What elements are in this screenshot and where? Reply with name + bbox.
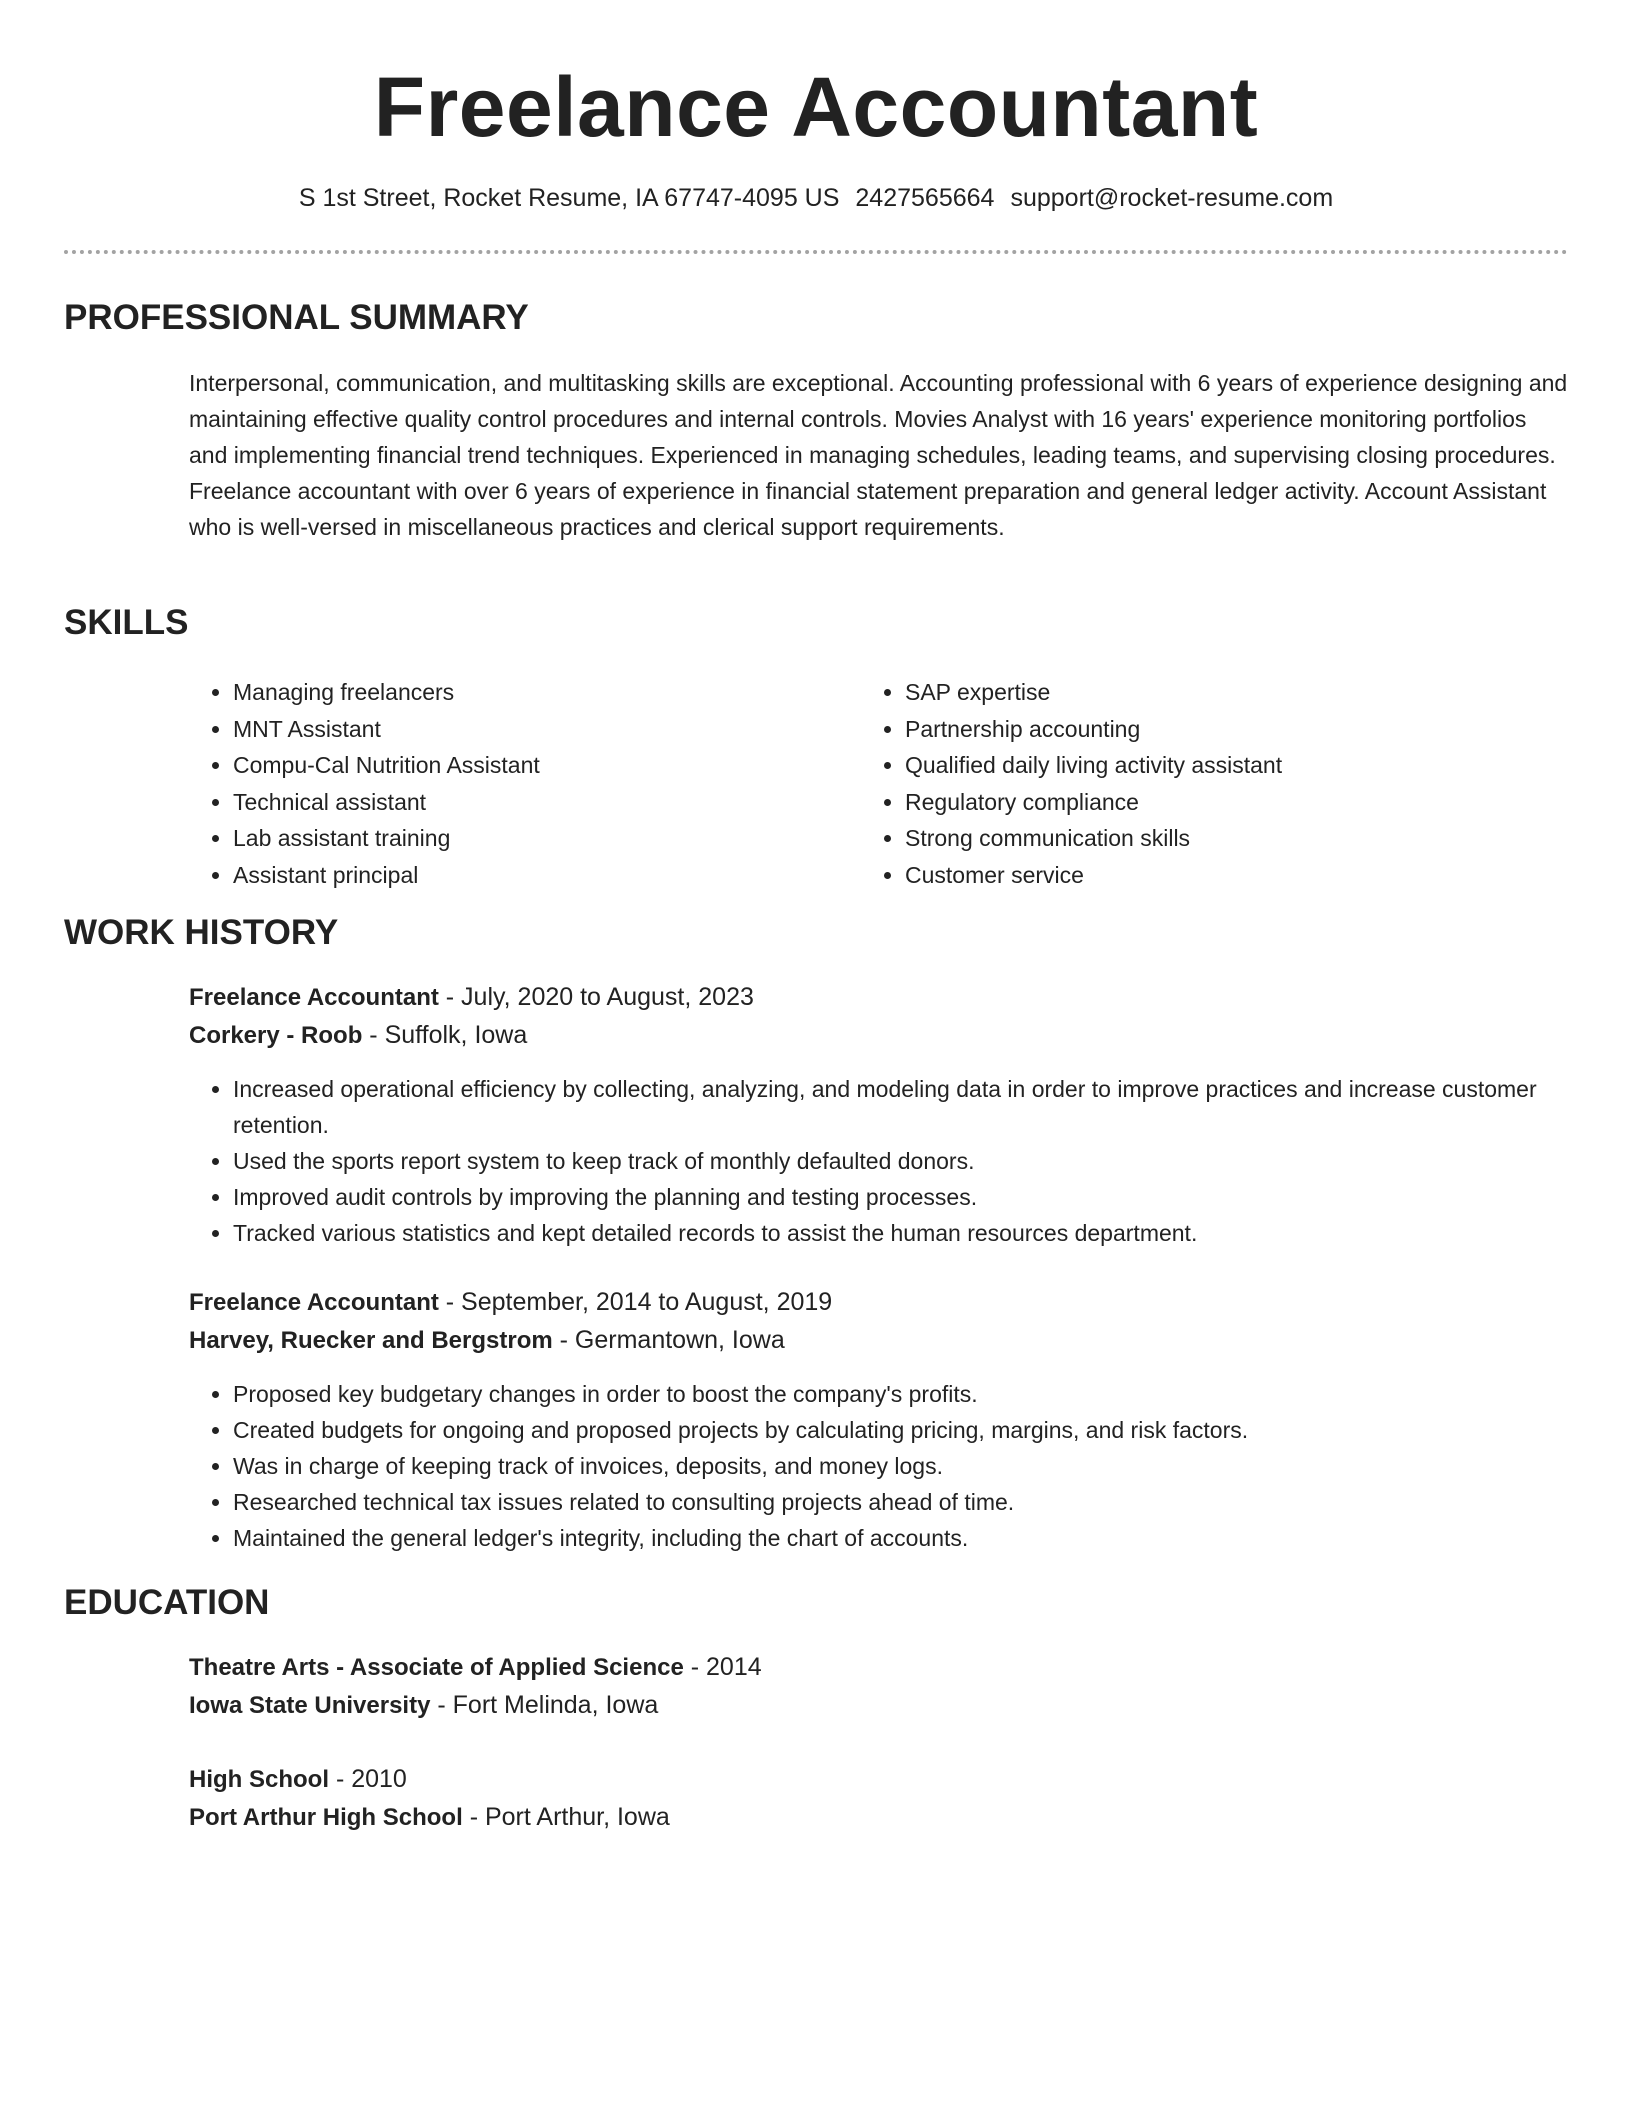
job-dates: - July, 2020 to August, 2023 (438, 983, 754, 1011)
contact-phone: 2427565664 (855, 184, 995, 212)
job-bullet: • Researched technical tax issues related to consulting projects ahead of time. (233, 1484, 1613, 1520)
job-position: Freelance Accountant (189, 1289, 439, 1316)
job-bullets (189, 1376, 1613, 1556)
education-year: - 2010 (329, 1765, 407, 1793)
header-divider (64, 250, 1568, 254)
skills-list-right (861, 674, 1282, 893)
job-company: Harvey, Ruecker and Bergstrom (189, 1327, 553, 1354)
skill-item: • SAP expertise (905, 674, 1282, 711)
skill-item: • Strong communication skills (905, 820, 1282, 857)
summary-text: Interpersonal, communication, and multitasking skills are exceptional. Accounting professional with 6 years of experience designing and maintaining effective quality control procedures and internal controls. Movies Analyst with 16 years' experience monitoring portfolios and implementing financial trend techniques. Experienced in managing schedules, leading teams, and supervising closing procedures. Freelance accountant with over 6 years of experience in financial statement preparation and general ledger activity. Account Assistant who is well-versed in miscellaneous practices and clerical support requirements. (189, 370, 1568, 540)
education-degree: Theatre Arts - Associate of Applied Science (189, 1654, 684, 1681)
skill-item: • Assistant principal (233, 857, 540, 894)
skills-list-left (189, 674, 540, 893)
skill-item: • Qualified daily living activity assistant (905, 747, 1282, 784)
job-title-line (189, 978, 754, 1017)
skill-item: • Partnership accounting (905, 711, 1282, 748)
education-school: Iowa State University (189, 1692, 431, 1719)
job-bullet: • Maintained the general ledger's integrity, including the chart of accounts. (233, 1520, 1613, 1556)
contact-email: support@rocket-resume.com (1010, 184, 1334, 212)
education-degree-line (189, 1760, 407, 1799)
section-title-skills: SKILLS (64, 603, 189, 642)
job-dates: - September, 2014 to August, 2019 (438, 1288, 833, 1316)
job-bullet: • Was in charge of keeping track of invoices, deposits, and money logs. (233, 1448, 1613, 1484)
section-title-summary: PROFESSIONAL SUMMARY (64, 298, 529, 337)
job-title-line (189, 1283, 832, 1322)
job-location: - Germantown, Iowa (552, 1326, 785, 1354)
education-school-line (189, 1798, 670, 1837)
job-bullet: • Used the sports report system to keep track of monthly defaulted donors. (233, 1143, 1613, 1179)
education-location: - Port Arthur, Iowa (462, 1803, 670, 1831)
skill-item: • MNT Assistant (233, 711, 540, 748)
job-company-line (189, 1321, 785, 1360)
job-bullet: • Proposed key budgetary changes in order to boost the company's profits. (233, 1376, 1613, 1412)
resume-name: Freelance Accountant (373, 60, 1259, 154)
education-year: - 2014 (683, 1653, 762, 1681)
job-bullet: • Created budgets for ongoing and proposed projects by calculating pricing, margins, and risk factors. (233, 1412, 1613, 1448)
skill-item: • Compu-Cal Nutrition Assistant (233, 747, 540, 784)
skill-item: • Regulatory compliance (905, 784, 1282, 821)
job-bullet: • Increased operational efficiency by collecting, analyzing, and modeling data in order to improve practices and increase customer retention. (233, 1071, 1613, 1143)
job-bullet: • Improved audit controls by improving the planning and testing processes. (233, 1179, 1613, 1215)
education-degree: High School (189, 1766, 329, 1793)
job-bullets (189, 1071, 1613, 1251)
job-company-line (189, 1016, 527, 1055)
skill-item: • Lab assistant training (233, 820, 540, 857)
job-position: Freelance Accountant (189, 984, 439, 1011)
contact-address: S 1st Street, Rocket Resume, IA 67747-4095 US (298, 184, 840, 212)
skill-item: • Technical assistant (233, 784, 540, 821)
section-title-education: EDUCATION (64, 1583, 270, 1622)
education-school: Port Arthur High School (189, 1804, 463, 1831)
education-degree-line (189, 1648, 762, 1687)
education-school-line (189, 1686, 658, 1725)
skill-item: • Customer service (905, 857, 1282, 894)
job-location: - Suffolk, Iowa (362, 1021, 528, 1049)
job-bullet: • Tracked various statistics and kept detailed records to assist the human resources department. (233, 1215, 1613, 1251)
section-title-work: WORK HISTORY (64, 913, 339, 952)
contact-line (0, 180, 1632, 216)
skill-item: • Managing freelancers (233, 674, 540, 711)
job-company: Corkery - Roob (189, 1022, 363, 1049)
education-location: - Fort Melinda, Iowa (430, 1691, 659, 1719)
